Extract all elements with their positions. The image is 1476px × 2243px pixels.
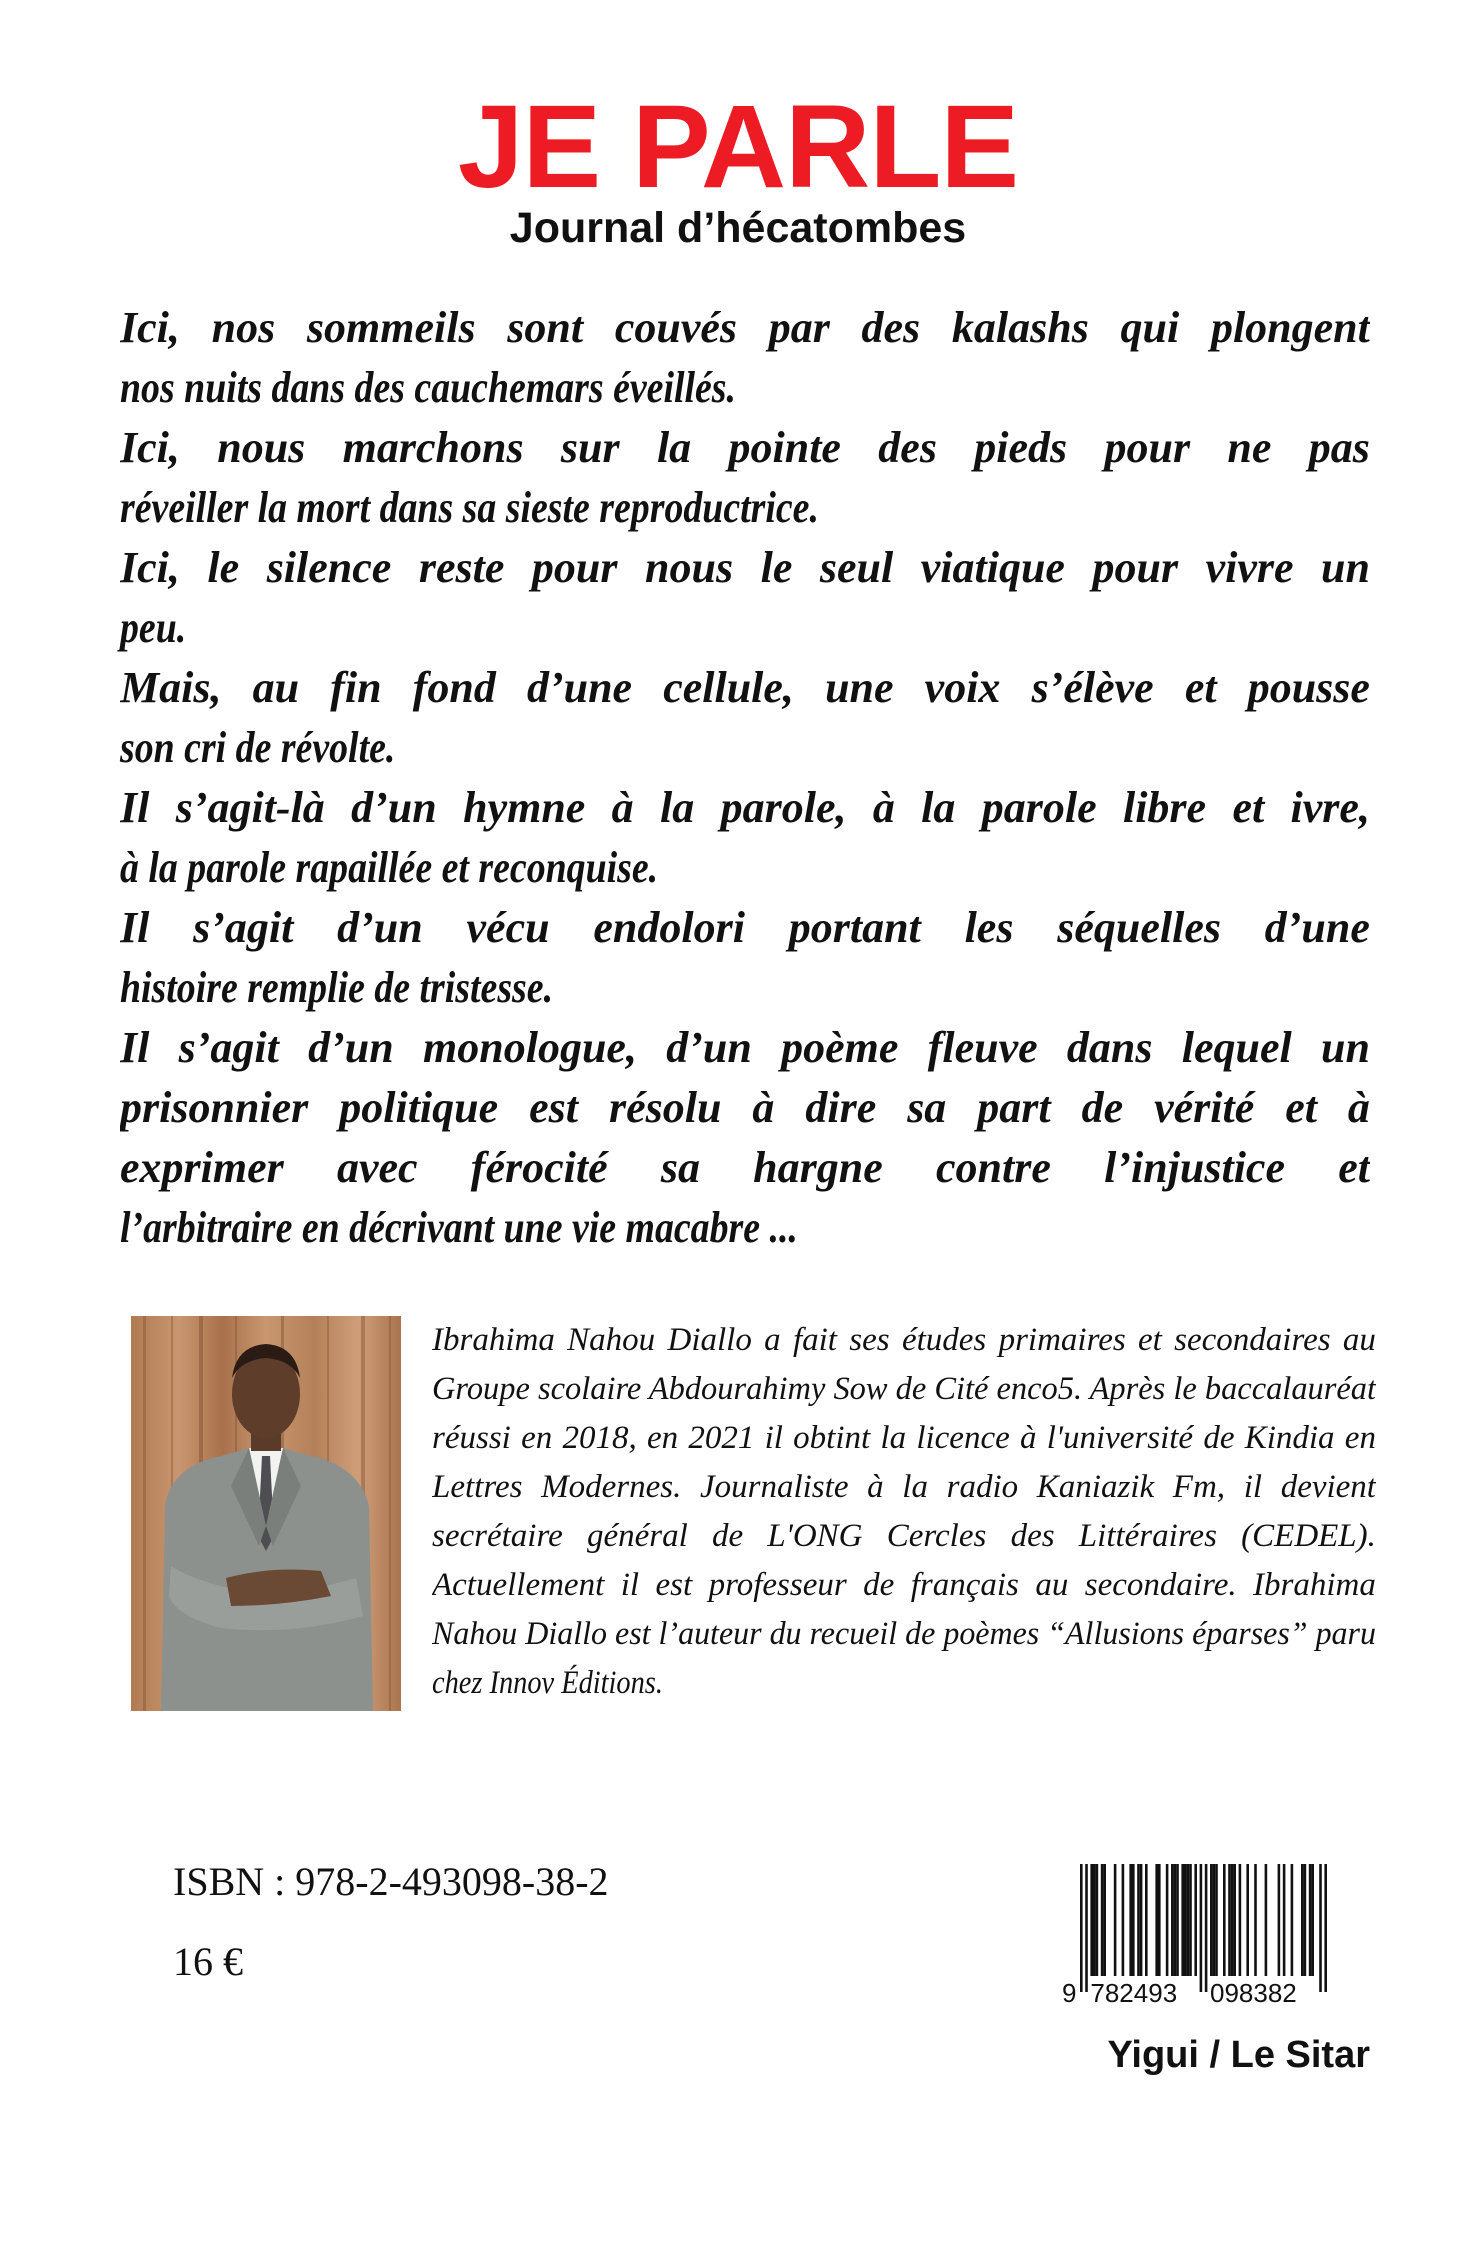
book-subtitle: Journal d’hécatombes	[509, 204, 967, 252]
back-cover-blurb	[120, 298, 1370, 1258]
price: 16 €	[173, 1939, 243, 1984]
barcode-left-digits: 782493	[1090, 1978, 1178, 2008]
bio-line: Lettres Modernes. Journaliste à la radio Kaniazik Fm, il devient	[432, 1469, 1376, 1505]
book-title: JE PARLE	[457, 81, 1019, 213]
blurb-line: l’arbitraire en décrivant une vie macabre ...	[120, 1203, 798, 1252]
blurb-line: peu.	[120, 603, 187, 652]
blurb-line: Ici, nous marchons sur la pointe des pieds pour ne pas	[120, 423, 1370, 472]
blurb-line: histoire remplie de tristesse.	[120, 963, 554, 1012]
bio-line: réussi en 2018, en 2021 il obtint la licence à l'université de Kindia en	[432, 1420, 1376, 1456]
publisher-name: Yigui / Le Sitar	[1107, 2034, 1370, 2076]
author-bio	[432, 1316, 1376, 1708]
bio-line: chez Innov Éditions.	[432, 1665, 663, 1701]
ean13-barcode	[1060, 1864, 1360, 2009]
barcode-right-digits: 098382	[1210, 1978, 1297, 2008]
blurb-line: à la parole rapaillée et reconquise.	[120, 843, 659, 892]
barcode-first-digit: 9	[1062, 1978, 1077, 2008]
blurb-line: Il s’agit d’un vécu endolori portant les séquelles d’une	[120, 903, 1370, 952]
blurb-line: Il s’agit-là d’un hymne à la parole, à la parole libre et ivre,	[120, 783, 1370, 832]
bio-line: Ibrahima Nahou Diallo a fait ses études primaires et secondaires au	[432, 1322, 1376, 1358]
blurb-line: réveiller la mort dans sa sieste reproductrice.	[120, 483, 819, 532]
blurb-line: exprimer avec férocité sa hargne contre l’injustice et	[120, 1143, 1370, 1192]
bio-line: secrétaire général de L'ONG Cercles des Littéraires (CEDEL).	[432, 1518, 1376, 1554]
blurb-line: prisonnier politique est résolu à dire sa part de vérité et à	[120, 1083, 1370, 1132]
blurb-line: Ici, nos sommeils sont couvés par des kalashs qui plongent	[120, 303, 1370, 352]
blurb-line: Mais, au fin fond d’une cellule, une voix s’élève et pousse	[120, 663, 1370, 712]
isbn: ISBN : 978-2-493098-38-2	[173, 1859, 609, 1904]
blurb-line: nos nuits dans des cauchemars éveillés.	[120, 363, 737, 412]
author-photo	[131, 1316, 401, 1711]
blurb-line: Ici, le silence reste pour nous le seul viatique pour vivre un	[120, 543, 1370, 592]
author-portrait-illustration	[131, 1316, 401, 1711]
bio-line: Nahou Diallo est l’auteur du recueil de poèmes “Allusions éparses” paru	[432, 1616, 1376, 1652]
blurb-line: Il s’agit d’un monologue, d’un poème fleuve dans lequel un	[120, 1023, 1370, 1072]
bio-line: Actuellement il est professeur de français au secondaire. Ibrahima	[432, 1567, 1376, 1603]
bio-line: Groupe scolaire Abdourahimy Sow de Cité enco5. Après le baccalauréat	[432, 1371, 1376, 1407]
blurb-line: son cri de révolte.	[120, 723, 396, 772]
